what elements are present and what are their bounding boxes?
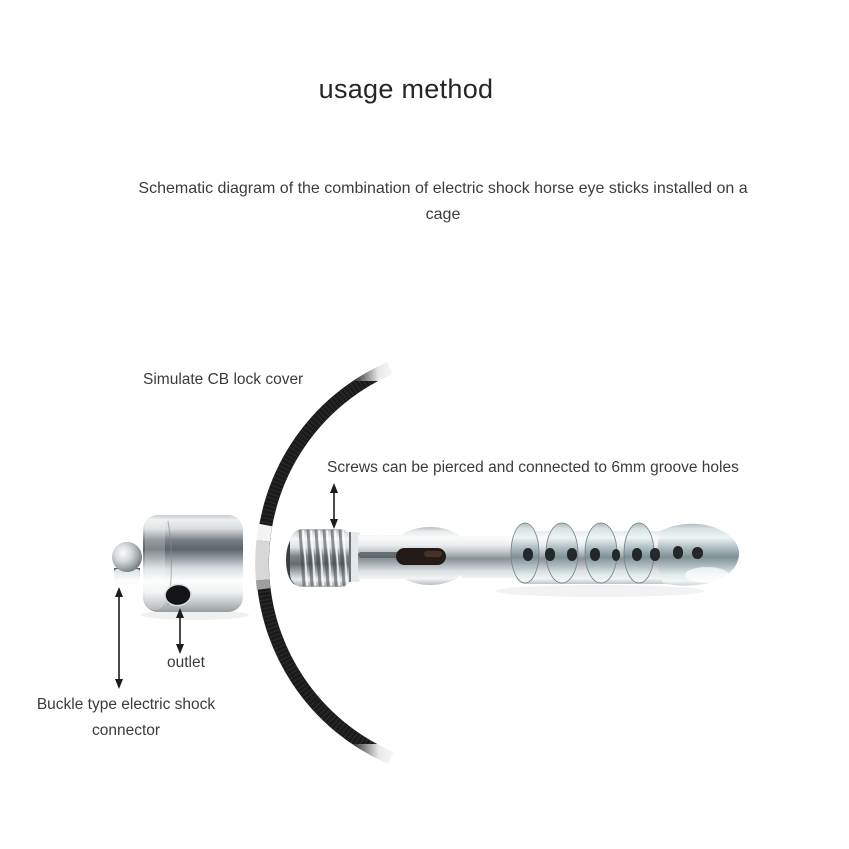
arrow-connector-callout bbox=[115, 587, 123, 689]
label-connector-line-1: Buckle type electric shock bbox=[36, 696, 216, 713]
label-screw-hole: Screws can be pierced and connected to 6mm groove holes bbox=[327, 459, 739, 476]
connector-knob bbox=[112, 542, 142, 584]
rod-shadow bbox=[495, 585, 705, 597]
sound-rod bbox=[286, 523, 739, 597]
subtitle bbox=[138, 176, 747, 228]
ring-fade-bottom bbox=[350, 744, 402, 772]
ring-fade-top bbox=[352, 355, 400, 381]
connector-cap bbox=[112, 515, 249, 620]
label-lock-cover: Simulate CB lock cover bbox=[143, 371, 304, 388]
label-outlet: outlet bbox=[167, 654, 205, 671]
screw-thread-section bbox=[286, 529, 360, 587]
cap-endface-sheen bbox=[145, 517, 165, 610]
arrow-screw-callout bbox=[330, 483, 338, 529]
rod-shaft bbox=[358, 527, 518, 585]
page-title: usage method bbox=[318, 74, 494, 104]
subtitle-line-1: Schematic diagram of the combination of electric shock horse eye sticks installed on a bbox=[138, 180, 748, 197]
cage-ring-gap bbox=[262, 525, 265, 589]
subtitle-line-2: cage bbox=[425, 206, 461, 223]
beaded-shaft bbox=[511, 523, 739, 586]
label-connector bbox=[37, 692, 215, 744]
label-connector-line-2: connector bbox=[91, 722, 161, 739]
